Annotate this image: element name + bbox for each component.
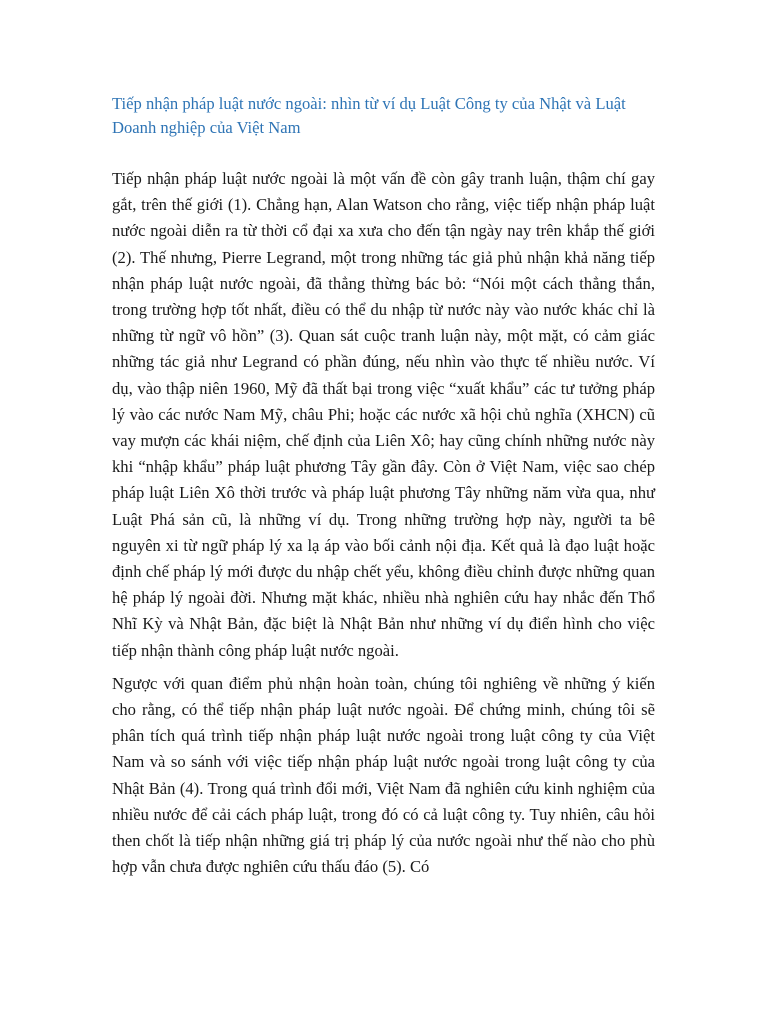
paragraph-1: Tiếp nhận pháp luật nước ngoài là một vấn đề còn gây tranh luận, thậm chí gay gắt, trên thế giới (1). Chẳng hạn, Alan Watson cho rằng, việc tiếp nhận pháp luật nước ngoài diễn ra từ thời cổ đại xa xưa cho đến tận ngày nay trên khắp thế giới (2). Thế nhưng, Pierre Legrand, một trong những tác giả phủ nhận khả năng tiếp nhận pháp luật nước ngoài, đã thẳng thừng bác bỏ: “Nói một cách thẳng thắn, trong trường hợp tốt nhất, điều có thể du nhập từ nước này vào nước khác chỉ là những từ ngữ vô hồn” (3). Quan sát cuộc tranh luận này, một mặt, có cảm giác những tác giả như Legrand có phần đúng, nếu nhìn vào thực tế nhiều nước. Ví dụ, vào thập niên 1960, Mỹ đã thất bại trong việc “xuất khẩu” các tư tưởng pháp lý vào các nước Nam Mỹ, châu Phi; hoặc các nước xã hội chủ nghĩa (XHCN) cũ vay mượn các khái niệm, chế định của Liên Xô; hay cũng chính những nước này khi “nhập khẩu” pháp luật phương Tây gần đây. Còn ở Việt Nam, việc sao chép pháp luật Liên Xô thời trước và pháp luật phương Tây những năm vừa qua, như Luật Phá sản cũ, là những ví dụ. Trong những trường hợp này, người ta bê nguyên xi từ ngữ pháp lý xa lạ áp vào bối cảnh nội địa. Kết quả là đạo luật hoặc định chế pháp lý mới được du nhập chết yểu, không điều chỉnh được những quan hệ pháp lý ngoài đời. Nhưng mặt khác, nhiều nhà nghiên cứu hay nhắc đến Thổ Nhĩ Kỳ và Nhật Bản, đặc biệt là Nhật Bản như những ví dụ điển hình cho việc tiếp nhận thành công pháp luật nước ngoài.: [112, 169, 655, 660]
paragraph-2: Ngược với quan điểm phủ nhận hoàn toàn, chúng tôi nghiêng về những ý kiến cho rằng, có thể tiếp nhận pháp luật nước ngoài. Để chứng minh, chúng tôi sẽ phân tích quá trình tiếp nhận pháp luật nước ngoài trong luật công ty của Việt Nam và so sánh với việc tiếp nhận pháp luật nước ngoài trong luật công ty của Nhật Bản (4). Trong quá trình đổi mới, Việt Nam đã nghiên cứu kinh nghiệm của nhiều nước để cải cách pháp luật, trong đó có cả luật công ty. Tuy nhiên, câu hỏi then chốt là tiếp nhận những giá trị pháp lý của nước ngoài như thế nào cho phù hợp vẫn chưa được nghiên cứu thấu đáo (5). Có: [112, 673, 655, 877]
document-body: [112, 166, 655, 880]
document-title: Tiếp nhận pháp luật nước ngoài: nhìn từ ví dụ Luật Công ty của Nhật và Luật Doanh nghiệp của Việt Nam: [112, 94, 626, 137]
